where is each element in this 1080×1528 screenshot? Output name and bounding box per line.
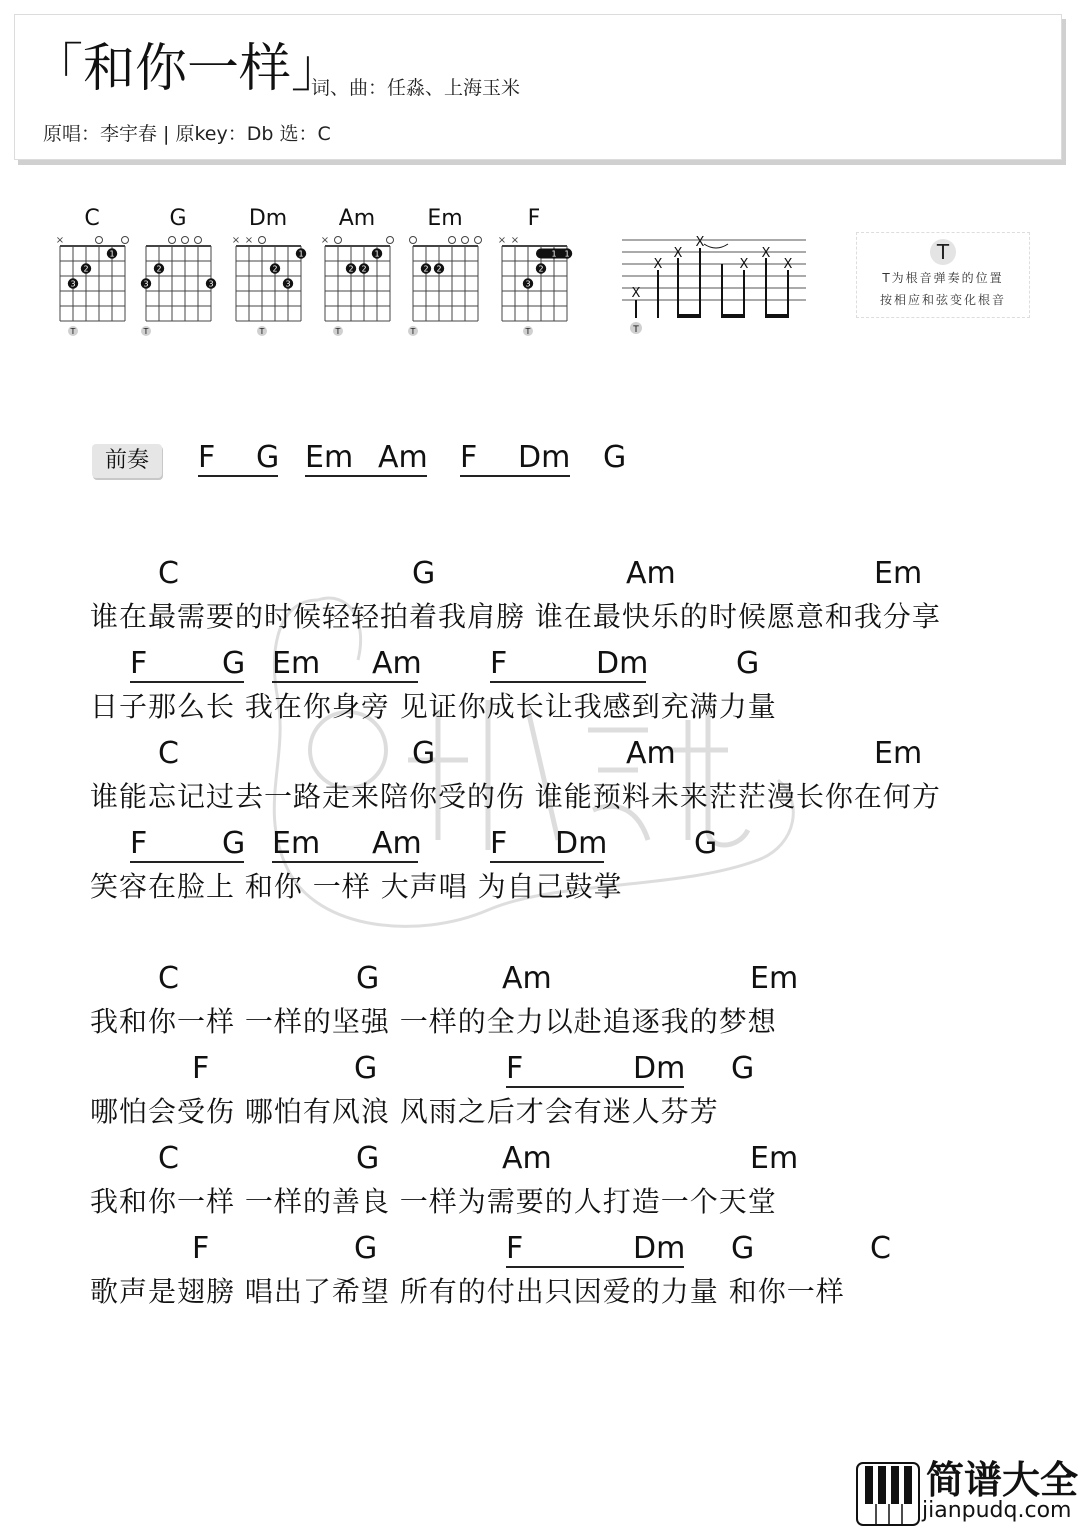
beat-underline <box>305 475 427 477</box>
chord-label: Am <box>626 556 676 591</box>
beat-underline <box>506 1086 684 1088</box>
beat-underline <box>490 681 646 683</box>
svg-text:1: 1 <box>564 249 570 259</box>
svg-text:T: T <box>335 327 341 336</box>
chord-label: F <box>130 646 148 681</box>
lyric-line: 笑容在脸上 和你 一样 大声唱 为自己鼓掌 <box>90 870 623 903</box>
brand-logo <box>856 1458 1080 1528</box>
svg-text:×: × <box>244 235 254 246</box>
chord-label: Am <box>372 646 422 681</box>
chord-label: G <box>412 736 436 771</box>
chord-diagram-c <box>52 200 142 336</box>
chord-grid-dm <box>228 234 308 336</box>
song-meta: 原唱：李宇春 | 原key：Db 选：C <box>43 123 331 145</box>
chord-label: Am <box>372 826 422 861</box>
intro-chord: F <box>460 440 478 475</box>
chord-grid-em <box>405 234 485 336</box>
svg-text:3: 3 <box>208 279 214 289</box>
svg-text:3: 3 <box>70 279 76 289</box>
beat-underline <box>130 861 244 863</box>
svg-text:×: × <box>55 235 65 246</box>
intro-chord: G <box>603 440 627 475</box>
chord-label: G <box>354 1231 378 1266</box>
chord-grid-g <box>138 234 218 336</box>
intro-chord: Am <box>378 440 428 475</box>
lyric-line: 我和你一样 一样的善良 一样为需要的人打造一个天堂 <box>90 1185 777 1218</box>
chord-label: G <box>222 646 246 681</box>
beat-underline <box>272 681 418 683</box>
chord-label: Dm <box>633 1231 686 1266</box>
svg-text:2: 2 <box>83 264 89 274</box>
chord-grid-f <box>494 234 574 336</box>
strum-pattern <box>612 230 812 344</box>
root-symbol: T <box>930 239 956 265</box>
intro-chord: F <box>198 440 216 475</box>
beat-underline <box>198 475 278 477</box>
svg-text:×: × <box>320 235 330 246</box>
svg-text:X: X <box>653 257 663 272</box>
chord-label: Em <box>272 646 321 681</box>
brand-url[interactable]: jianpudq.com <box>922 1498 1072 1523</box>
chord-label: G <box>731 1231 755 1266</box>
chord-label: G <box>356 961 380 996</box>
chord-grid-c <box>52 234 132 336</box>
svg-text:1: 1 <box>551 249 557 259</box>
chord-label: G <box>356 1141 380 1176</box>
svg-text:T: T <box>525 327 531 336</box>
svg-text:×: × <box>510 235 520 246</box>
lyric-line: 我和你一样 一样的坚强 一样的全力以赴追逐我的梦想 <box>90 1005 777 1038</box>
svg-text:X: X <box>761 246 771 261</box>
chord-label: G <box>736 646 760 681</box>
svg-text:X: X <box>673 246 683 261</box>
legend-line-1: T为根音弹奏的位置 <box>882 271 1004 285</box>
chord-label: Em <box>272 826 321 861</box>
svg-text:2: 2 <box>156 264 162 274</box>
intro-chord: Dm <box>518 440 571 475</box>
lyric-line: 哪怕会受伤 哪怕有风浪 风雨之后才会有迷人芬芳 <box>90 1095 719 1128</box>
chord-label: F <box>192 1231 210 1266</box>
legend-line-2: 按相应和弦变化根音 <box>879 293 1006 307</box>
chord-label: C <box>870 1231 891 1266</box>
chord-name: C <box>84 206 100 231</box>
chord-label: F <box>192 1051 210 1086</box>
svg-text:1: 1 <box>109 249 115 259</box>
beat-underline <box>490 861 604 863</box>
chord-label: Am <box>626 736 676 771</box>
chord-label: C <box>158 736 179 771</box>
song-title: 「和你一样」 <box>31 39 344 99</box>
chord-diagram-dm <box>228 200 318 336</box>
svg-text:×: × <box>497 235 507 246</box>
lyric-line: 歌声是翅膀 唱出了希望 所有的付出只因爱的力量 和你一样 <box>90 1275 845 1308</box>
chord-label: G <box>731 1051 755 1086</box>
chord-label: G <box>222 826 246 861</box>
svg-text:X: X <box>631 286 641 301</box>
chord-label: Am <box>502 961 552 996</box>
svg-text:X: X <box>695 235 705 250</box>
svg-text:3: 3 <box>285 279 291 289</box>
beat-underline <box>506 1266 684 1268</box>
song-header <box>14 14 1062 160</box>
chord-label: F <box>506 1231 524 1266</box>
chord-grid-am <box>317 234 397 336</box>
svg-text:T: T <box>143 327 149 336</box>
song-credits: 词、曲：任淼、上海玉米 <box>311 77 521 99</box>
svg-text:2: 2 <box>436 264 442 274</box>
svg-text:1: 1 <box>298 249 304 259</box>
chord-label: Em <box>874 736 923 771</box>
chord-label: G <box>354 1051 378 1086</box>
chord-label: C <box>158 556 179 591</box>
chord-label: F <box>506 1051 524 1086</box>
svg-text:2: 2 <box>538 264 544 274</box>
intro-chord: G <box>256 440 280 475</box>
beat-underline <box>130 681 244 683</box>
svg-text:×: × <box>231 235 241 246</box>
chord-name: Am <box>338 206 376 231</box>
chord-name: G <box>169 206 187 231</box>
intro-chord: Em <box>305 440 354 475</box>
chord-label: C <box>158 1141 179 1176</box>
legend-box <box>856 232 1030 318</box>
svg-text:1: 1 <box>374 249 380 259</box>
svg-text:2: 2 <box>361 264 367 274</box>
chord-diagram-g <box>138 200 228 336</box>
chord-name: F <box>527 206 541 231</box>
svg-text:T: T <box>259 327 265 336</box>
svg-text:2: 2 <box>423 264 429 274</box>
svg-text:2: 2 <box>272 264 278 274</box>
chord-diagram-f <box>494 200 584 336</box>
chord-diagram-am <box>317 200 407 336</box>
svg-text:T: T <box>70 327 76 336</box>
svg-text:3: 3 <box>525 279 531 289</box>
chord-label: Dm <box>596 646 649 681</box>
chord-label: Em <box>750 1141 799 1176</box>
chord-name: Dm <box>248 206 288 231</box>
lyric-line: 日子那么长 我在你身旁 见证你成长让我感到充满力量 <box>90 690 777 723</box>
lyric-line: 谁在最需要的时候轻轻拍着我肩膀 谁在最快乐的时候愿意和我分享 <box>90 600 941 633</box>
beat-underline <box>272 861 418 863</box>
svg-text:X: X <box>783 257 793 272</box>
chord-diagram-em <box>405 200 495 336</box>
piano-keys-icon <box>856 1462 920 1526</box>
chord-label: F <box>130 826 148 861</box>
chord-label: Dm <box>555 826 608 861</box>
intro-label: 前奏 <box>92 444 162 478</box>
root-marker: T <box>633 325 639 335</box>
svg-text:T: T <box>410 327 416 336</box>
brand-name: 简谱大全 <box>926 1458 1079 1502</box>
chord-label: Em <box>874 556 923 591</box>
chord-label: C <box>158 961 179 996</box>
chord-label: Em <box>750 961 799 996</box>
chord-label: G <box>412 556 436 591</box>
chord-label: Am <box>502 1141 552 1176</box>
svg-text:X: X <box>739 257 749 272</box>
strum-pattern-svg <box>612 230 812 340</box>
lyric-line: 谁能忘记过去一路走来陪你受的伤 谁能预料未来茫茫漫长你在何方 <box>90 780 941 813</box>
chord-label: Dm <box>633 1051 686 1086</box>
chord-name: Em <box>427 206 463 231</box>
beat-underline <box>460 475 570 477</box>
chord-label: F <box>490 646 508 681</box>
chord-label: F <box>490 826 508 861</box>
chord-label: G <box>694 826 718 861</box>
svg-text:3: 3 <box>143 279 149 289</box>
svg-text:2: 2 <box>348 264 354 274</box>
